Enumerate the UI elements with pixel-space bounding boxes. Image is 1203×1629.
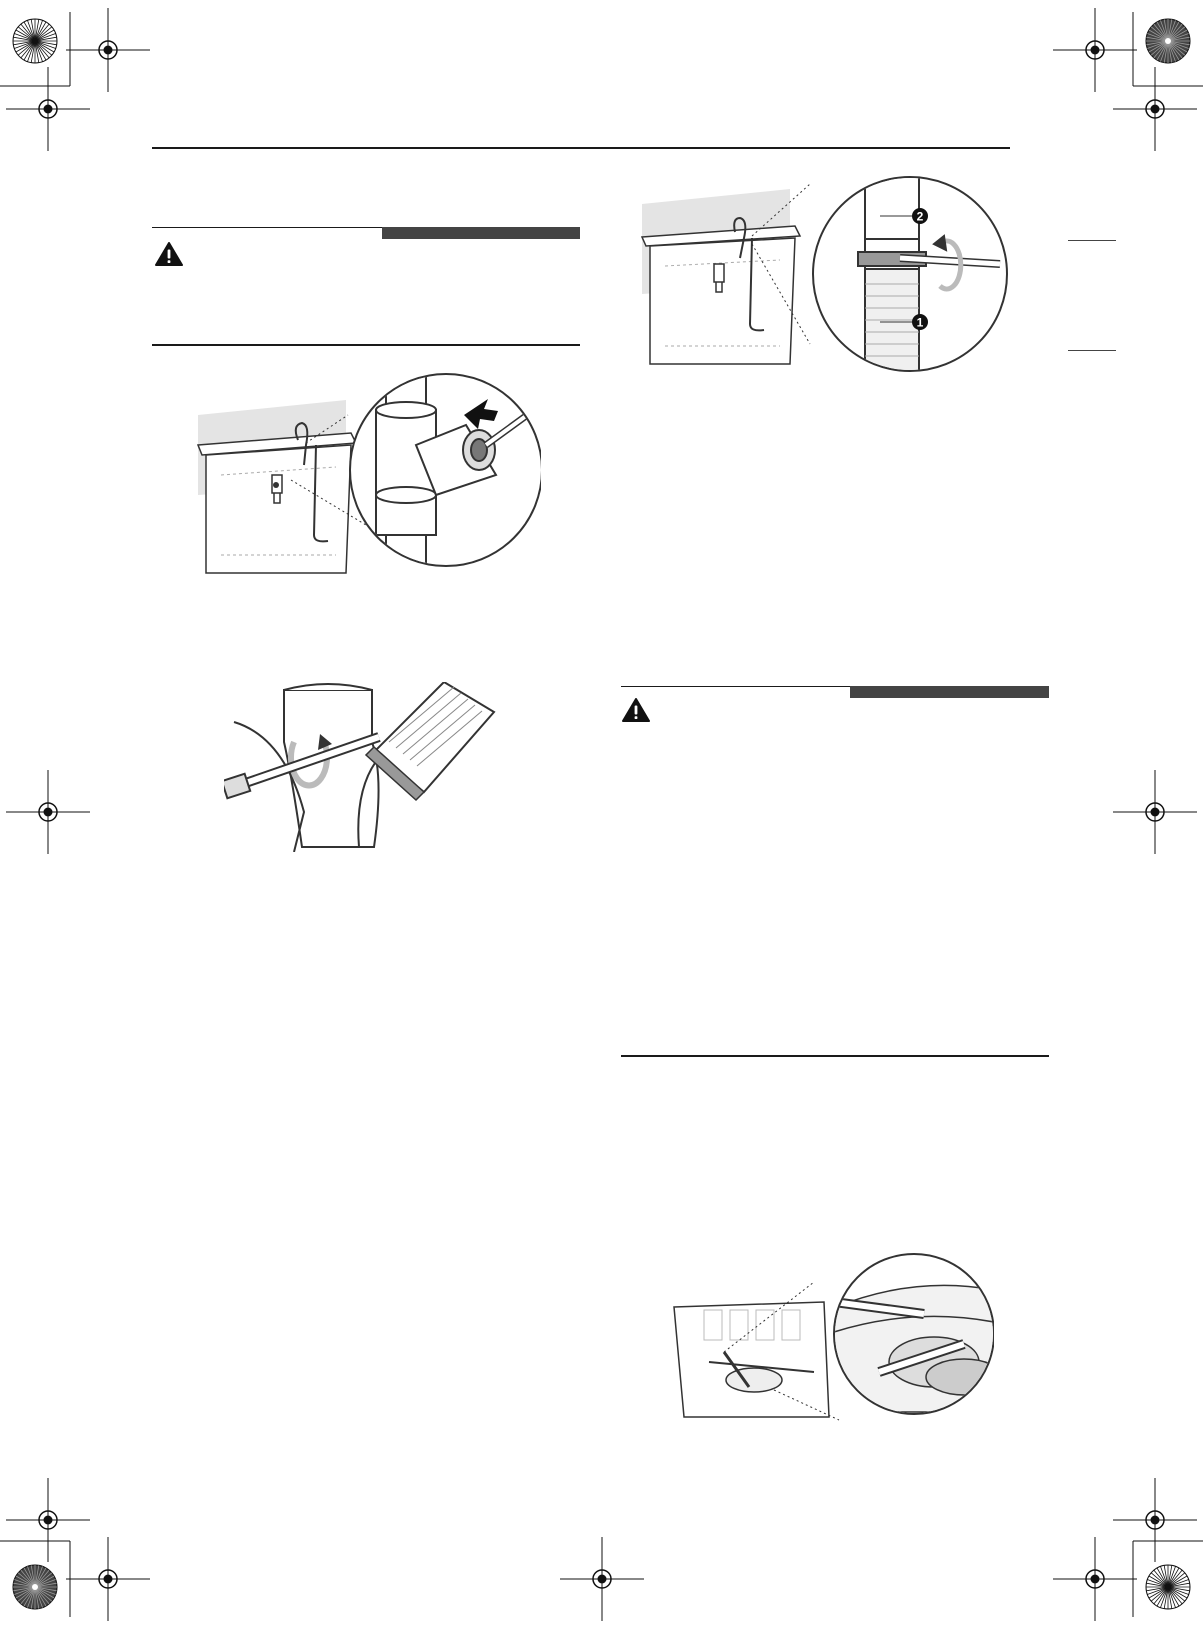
crosshair-icon (1053, 1537, 1137, 1621)
callout-1-label: 1 (916, 315, 924, 330)
color-wheel-icon (13, 1565, 57, 1609)
crosshair-icon (1113, 67, 1197, 151)
side-tab-line-bottom (1068, 350, 1116, 351)
color-wheel-icon (1146, 1565, 1190, 1609)
figure-drain-hose-clamp-screwdriver (224, 682, 504, 852)
crosshair-icon (6, 67, 90, 151)
crosshair-icon (66, 8, 150, 92)
callout-2-label: 2 (916, 209, 924, 224)
warning-box-bottom-rule (621, 1055, 1049, 1057)
warning-triangle-icon (621, 697, 651, 723)
warning-header-bar (850, 686, 1049, 698)
figure-sink-drain-tailpiece-knockout (196, 365, 541, 575)
crosshair-icon (560, 1537, 644, 1621)
warning-header-bar (382, 227, 580, 239)
crosshair-icon (1053, 8, 1137, 92)
callout-2-icon (912, 208, 928, 224)
crosshair-icon (1113, 1478, 1197, 1562)
figure-dishwasher-tub-filter-detail (664, 1252, 994, 1422)
figure-sink-drain-hose-clamp-detail (640, 174, 1010, 374)
header-rule (152, 147, 1010, 149)
warning-box-bottom-rule (152, 344, 580, 346)
crosshair-icon (66, 1537, 150, 1621)
warning-triangle-icon (154, 241, 184, 267)
callout-1-icon (912, 314, 928, 330)
color-wheel-icon (1146, 19, 1190, 63)
crosshair-icon (6, 770, 90, 854)
crosshair-icon (1113, 770, 1197, 854)
crosshair-icon (6, 1478, 90, 1562)
side-tab-line-top (1068, 240, 1116, 241)
color-wheel-icon (13, 19, 57, 63)
